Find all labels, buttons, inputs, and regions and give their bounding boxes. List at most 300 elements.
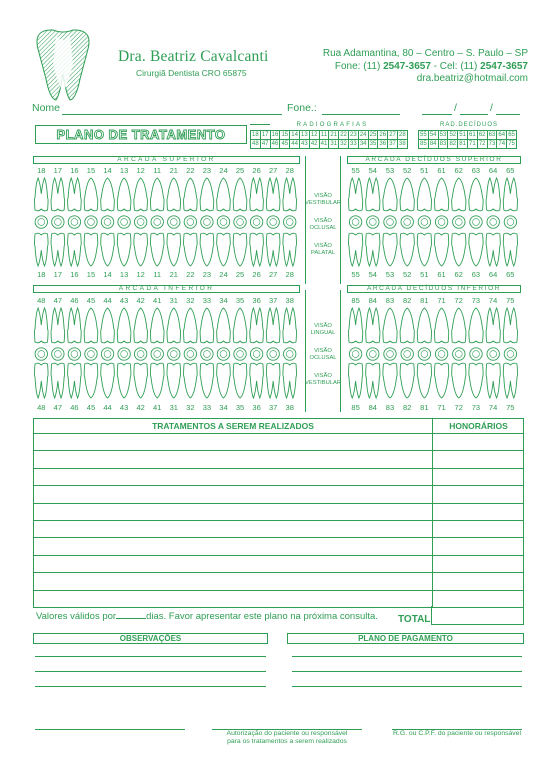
tooth-occlusal[interactable] [250,348,262,360]
tooth-occlusal[interactable] [134,216,146,228]
rad-cell[interactable]: 65 [508,132,515,138]
date-separator: / [454,102,457,114]
tooth-vestibular[interactable] [469,233,483,266]
tooth-occlusal[interactable] [201,216,213,228]
rad-cell[interactable]: 81 [459,141,466,147]
tooth-number: 62 [454,270,463,279]
tooth-vestibular[interactable] [35,363,49,398]
tooth-number: 72 [454,296,463,305]
rad-cell[interactable]: 32 [340,141,347,147]
tooth-vestibular[interactable] [266,308,280,343]
tooth-occlusal[interactable] [418,348,430,360]
write-line[interactable] [292,671,522,672]
rad-cell[interactable]: 31 [330,141,338,147]
total-label: TOTAL [398,614,431,625]
tooth-vestibular[interactable] [435,233,449,266]
rad-cell[interactable]: 35 [369,141,377,147]
tooth-vestibular[interactable] [167,308,181,343]
tooth-vestibular[interactable] [117,363,131,398]
tooth-number: 24 [219,166,228,175]
tooth-occlusal[interactable] [250,216,262,228]
treatment-row-line[interactable] [34,503,523,504]
tooth-number: 71 [437,403,446,412]
tooth-number: 73 [471,296,481,305]
tooth-vestibular[interactable] [250,363,264,398]
rad-cell[interactable]: 42 [310,141,318,147]
tooth-number: 16 [70,166,79,175]
name-label: Nome [32,102,61,114]
tooth-occlusal[interactable] [68,348,80,360]
tooth-vestibular[interactable] [134,178,148,211]
tooth-occlusal[interactable] [85,216,97,228]
tooth-vestibular[interactable] [150,363,164,398]
tooth-vestibular[interactable] [503,233,517,266]
tooth-vestibular[interactable] [184,308,198,343]
tooth-vestibular[interactable] [266,178,280,211]
tooth-vestibular[interactable] [35,308,49,343]
observacoes-header: OBSERVAÇÕES [33,633,268,644]
tooth-occlusal[interactable] [384,348,396,360]
tooth-number: 22 [186,270,195,279]
rad-cell[interactable]: 51 [459,132,466,138]
rad-cell[interactable]: 74 [498,141,506,147]
tooth-number: 53 [385,270,395,279]
tooth-vestibular[interactable] [233,178,247,211]
plano-pagamento-header: PLANO DE PAGAMENTO [287,633,524,644]
tooth-number: 61 [437,166,446,175]
tooth-occlusal[interactable] [118,216,130,228]
tooth-occlusal[interactable] [52,216,64,228]
rad-cell[interactable]: 72 [478,141,486,147]
tooth-vestibular[interactable] [150,178,164,211]
tooth-number: 64 [488,166,498,175]
tooth-occlusal[interactable] [101,216,113,228]
tooth-vestibular[interactable] [150,308,164,343]
rad-cell[interactable]: 12 [310,132,318,138]
tooth-vestibular[interactable] [233,363,247,398]
rad-cell[interactable]: 45 [281,141,289,147]
tooth-vestibular[interactable] [217,308,231,343]
tooth-occlusal[interactable] [217,348,229,360]
rad-cell[interactable]: 44 [291,141,298,147]
tooth-number: 75 [506,296,515,305]
tooth-vestibular[interactable] [283,363,297,398]
tooth-occlusal[interactable] [504,216,516,228]
rad-cell[interactable]: 46 [271,141,279,147]
tooth-vestibular[interactable] [349,363,363,398]
rad-cell[interactable]: 52 [449,132,457,138]
rad-cell[interactable]: 41 [320,141,328,147]
tooth-vestibular[interactable] [101,308,115,343]
tooth-vestibular[interactable] [417,178,431,211]
rad-cell[interactable]: 18 [252,132,259,138]
treatment-row-line[interactable] [34,468,523,469]
tooth-vestibular[interactable] [452,308,466,343]
tooth-vestibular[interactable] [84,233,98,266]
rad-cell[interactable]: 16 [271,132,279,138]
tooth-occlusal[interactable] [168,348,180,360]
rad-cell[interactable]: 43 [301,141,308,147]
tooth-number: 11 [153,270,162,279]
tooth-vestibular[interactable] [217,178,231,211]
rad-cell[interactable]: 62 [478,132,486,138]
tooth-occlusal[interactable] [234,216,246,228]
tooth-occlusal[interactable] [401,348,413,360]
tooth-occlusal[interactable] [470,216,482,228]
tooth-occlusal[interactable] [35,348,47,360]
tooth-vestibular[interactable] [35,178,49,211]
rad-cell[interactable]: 48 [252,141,259,147]
validity-note: Valores válidos por dias. Favor apresentar este plano na próxima consulta. [36,611,378,622]
write-line[interactable] [35,686,266,687]
visao-vestibular-label: VISÃO VESTIBULAR [305,373,342,386]
tooth-vestibular[interactable] [417,363,431,398]
treatment-row-line[interactable] [34,520,523,521]
tooth-occlusal[interactable] [85,348,97,360]
tooth-number: 81 [420,403,429,412]
rad-cell[interactable]: 34 [359,141,367,147]
tooth-number: 84 [368,403,377,412]
tooth-occlusal[interactable] [401,216,413,228]
tooth-vestibular[interactable] [233,308,247,343]
tooth-vestibular[interactable] [200,178,214,211]
rad-cell[interactable]: 14 [291,132,298,138]
tooth-vestibular[interactable] [383,233,397,266]
tooth-vestibular[interactable] [51,233,65,266]
tooth-occlusal[interactable] [470,348,482,360]
tooth-vestibular[interactable] [366,233,380,266]
tooth-vestibular[interactable] [503,363,517,398]
tooth-vestibular[interactable] [486,308,500,343]
tooth-number: 62 [454,166,463,175]
tooth-occlusal[interactable] [284,348,296,360]
tooth-vestibular[interactable] [35,233,49,266]
tooth-occlusal[interactable] [487,348,499,360]
rad-cell[interactable]: 64 [498,132,506,138]
tooth-vestibular[interactable] [435,308,449,343]
tooth-number: 65 [506,270,515,279]
tooth-vestibular[interactable] [400,233,414,266]
tooth-vestibular[interactable] [486,178,500,211]
tooth-occlusal[interactable] [234,348,246,360]
tooth-vestibular[interactable] [366,178,380,211]
tooth-occlusal[interactable] [267,348,279,360]
tooth-occlusal[interactable] [367,216,379,228]
tooth-vestibular[interactable] [349,233,363,266]
treatment-row-line[interactable] [34,572,523,573]
tooth-number: 51 [420,270,429,279]
treatment-row-line[interactable] [34,537,523,538]
tooth-vestibular[interactable] [68,308,82,343]
tooth-vestibular[interactable] [184,363,198,398]
tooth-occlusal[interactable] [349,216,361,228]
tooth-number: 13 [119,270,129,279]
rad-cell[interactable]: 47 [261,141,269,147]
tooth-number: 81 [420,296,429,305]
tooth-vestibular[interactable] [400,363,414,398]
tooth-number: 31 [169,296,178,305]
tooth-number: 85 [351,403,360,412]
rad-cell[interactable]: 83 [439,141,447,147]
tooth-number: 17 [53,166,63,175]
tooth-number: 24 [219,270,228,279]
tooth-number: 54 [368,270,377,279]
date-signature-line[interactable] [35,729,185,730]
tooth-vestibular[interactable] [217,233,231,266]
write-line[interactable] [35,671,266,672]
tooth-vestibular[interactable] [68,233,82,266]
rad-cell[interactable]: 17 [261,132,269,138]
tooth-number: 45 [86,296,96,305]
tooth-occlusal[interactable] [52,348,64,360]
tooth-occlusal[interactable] [435,348,447,360]
tooth-vestibular[interactable] [349,178,363,211]
rad-cell[interactable]: 27 [389,132,396,138]
rad-cell[interactable]: 22 [340,132,347,138]
tooth-number: 26 [252,270,261,279]
tooth-occlusal[interactable] [151,348,163,360]
tooth-vestibular[interactable] [452,233,466,266]
tooth-occlusal[interactable] [367,348,379,360]
treatment-row-line[interactable] [34,450,523,451]
tooth-number: 63 [471,166,481,175]
tooth-occlusal[interactable] [134,348,146,360]
tooth-vestibular[interactable] [400,308,414,343]
tooth-number: 52 [402,166,412,175]
rad-cell[interactable]: 13 [301,132,308,138]
rad-cell[interactable]: 37 [389,141,396,147]
treatment-row-line[interactable] [34,555,523,556]
tooth-number: 37 [268,296,278,305]
rad-cell[interactable]: 21 [330,132,338,138]
tooth-occlusal[interactable] [435,216,447,228]
tooth-vestibular[interactable] [486,363,500,398]
tooth-vestibular[interactable] [68,178,82,211]
tooth-vestibular[interactable] [84,308,98,343]
tooth-vestibular[interactable] [250,233,264,266]
tooth-occlusal[interactable] [384,216,396,228]
date-separator: / [490,102,493,114]
tooth-number: 74 [488,403,498,412]
tooth-number: 13 [119,166,129,175]
treatments-table [33,418,524,608]
tooth-vestibular[interactable] [134,233,148,266]
tooth-number: 73 [471,403,481,412]
tooth-occlusal[interactable] [487,216,499,228]
tooth-number: 32 [186,296,195,305]
treatments-header: TRATAMENTOS A SEREM REALIZADOS [34,419,432,434]
tooth-number: 63 [471,270,481,279]
tooth-vestibular[interactable] [266,363,280,398]
tooth-number: 41 [153,296,162,305]
tooth-vestibular[interactable] [167,363,181,398]
tooth-occlusal[interactable] [267,216,279,228]
tooth-number: 33 [202,296,212,305]
rad-cell[interactable]: 53 [439,132,447,138]
rad-deciduos-label: RAD.DECÍDUOS [439,122,498,128]
tooth-number: 75 [506,403,515,412]
tooth-number: 15 [86,270,96,279]
rad-cell[interactable]: 71 [469,141,476,147]
tooth-occlusal[interactable] [118,348,130,360]
tooth-number: 46 [70,296,79,305]
tooth-occlusal[interactable] [201,348,213,360]
email: dra.beatriz@hotmail.com [416,73,528,84]
tooth-occlusal[interactable] [453,216,465,228]
rad-cell[interactable]: 85 [420,141,427,147]
rad-cell[interactable]: 82 [449,141,457,147]
tooth-vestibular[interactable] [400,178,414,211]
treatment-row-line[interactable] [34,485,523,486]
rg-cpf-caption: R.G. ou C.P.F. do paciente ou responsável [393,730,521,737]
rad-cell[interactable]: 26 [379,132,387,138]
rad-cell[interactable]: 75 [508,141,515,147]
tooth-number: 21 [169,270,178,279]
rad-cell[interactable]: 73 [488,141,496,147]
tooth-number: 45 [86,403,96,412]
tooth-vestibular[interactable] [383,178,397,211]
tooth-vestibular[interactable] [417,308,431,343]
tooth-occlusal[interactable] [184,348,196,360]
tooth-occlusal[interactable] [151,216,163,228]
tooth-vestibular[interactable] [283,178,297,211]
tooth-number: 64 [488,270,498,279]
tooth-number: 37 [268,403,278,412]
rad-cell[interactable]: 38 [399,141,406,147]
tooth-vestibular[interactable] [101,178,115,211]
tooth-occlusal[interactable] [168,216,180,228]
tooth-vestibular[interactable] [469,363,483,398]
radiografias-label: RADIOGRAFIAS [296,122,369,128]
tooth-number: 32 [186,403,195,412]
tooth-vestibular[interactable] [134,308,148,343]
tooth-number: 55 [351,270,360,279]
tooth-vestibular[interactable] [435,363,449,398]
tooth-number: 83 [385,403,395,412]
tooth-occlusal[interactable] [101,348,113,360]
tooth-vestibular[interactable] [84,363,98,398]
tooth-vestibular[interactable] [435,178,449,211]
tooth-vestibular[interactable] [233,233,247,266]
rad-cell[interactable]: 61 [469,132,476,138]
tooth-occlusal[interactable] [504,348,516,360]
tooth-vestibular[interactable] [200,233,214,266]
tooth-vestibular[interactable] [417,233,431,266]
rad-cell[interactable]: 33 [350,141,357,147]
tooth-number: 28 [285,166,294,175]
tooth-vestibular[interactable] [51,178,65,211]
tooth-vestibular[interactable] [266,233,280,266]
tooth-number: 27 [268,270,278,279]
tooth-vestibular[interactable] [366,363,380,398]
tooth-vestibular[interactable] [250,308,264,343]
rad-cell[interactable]: 55 [420,132,427,138]
tooth-vestibular[interactable] [200,308,214,343]
tooth-occlusal[interactable] [453,348,465,360]
rad-cell[interactable]: 63 [488,132,496,138]
tooth-vestibular[interactable] [184,233,198,266]
tooth-vestibular[interactable] [200,363,214,398]
tooth-vestibular[interactable] [383,308,397,343]
deciduos-inferior-bar: ARCADA DECÍDUOS INFERIOR [347,285,521,293]
tooth-vestibular[interactable] [117,233,131,266]
tooth-number: 82 [402,403,412,412]
authorization-caption: Autorização do paciente ou responsável para os tratamentos a serem realizados [226,730,348,745]
tooth-vestibular[interactable] [117,178,131,211]
tooth-occlusal[interactable] [284,216,296,228]
tooth-vestibular[interactable] [51,308,65,343]
tooth-vestibular[interactable] [283,233,297,266]
tooth-occlusal[interactable] [418,216,430,228]
tooth-vestibular[interactable] [68,363,82,398]
tooth-number: 35 [235,403,245,412]
rad-cell[interactable]: 28 [399,132,406,138]
tooth-vestibular[interactable] [101,363,115,398]
tooth-vestibular[interactable] [51,363,65,398]
tooth-occlusal[interactable] [184,216,196,228]
tooth-vestibular[interactable] [283,308,297,343]
tooth-vestibular[interactable] [150,233,164,266]
rad-cell[interactable]: 24 [359,132,367,138]
tooth-vestibular[interactable] [366,308,380,343]
tooth-number: 12 [136,166,145,175]
address: Rua Adamantina, 80 – Centro – S. Paulo – SP [322,48,528,59]
tooth-vestibular[interactable] [250,178,264,211]
tooth-vestibular[interactable] [383,363,397,398]
tooth-number: 47 [53,296,63,305]
tooth-number: 28 [285,270,294,279]
tooth-occlusal[interactable] [35,216,47,228]
rad-cell[interactable]: 84 [429,141,437,147]
tooth-vestibular[interactable] [84,178,98,211]
tooth-vestibular[interactable] [486,233,500,266]
tooth-vestibular[interactable] [503,308,517,343]
tooth-vestibular[interactable] [349,308,363,343]
write-line[interactable] [292,686,522,687]
rad-cell[interactable]: 23 [350,132,357,138]
honorarios-header: HONORÁRIOS [432,419,524,434]
treatment-row-line[interactable] [34,590,523,591]
tooth-vestibular[interactable] [452,178,466,211]
tooth-number: 33 [202,403,212,412]
tooth-vestibular[interactable] [184,178,198,211]
tooth-occlusal[interactable] [349,348,361,360]
rad-cell[interactable]: 25 [369,132,377,138]
tooth-number: 51 [420,166,429,175]
tooth-vestibular[interactable] [167,178,181,211]
rad-cell[interactable]: 36 [379,141,387,147]
tooth-number: 52 [402,270,412,279]
visao-vestibular-label: VISÃO VESTIBULAR [305,193,342,206]
tooth-occlusal[interactable] [217,216,229,228]
tooth-vestibular[interactable] [167,233,181,266]
tooth-vestibular[interactable] [117,308,131,343]
rad-cell[interactable]: 15 [281,132,289,138]
tooth-vestibular[interactable] [452,363,466,398]
total-field[interactable] [431,606,524,625]
write-line[interactable] [35,656,266,657]
write-line[interactable] [292,656,522,657]
tooth-vestibular[interactable] [469,308,483,343]
tooth-vestibular[interactable] [503,178,517,211]
tooth-vestibular[interactable] [217,363,231,398]
rad-cell[interactable]: 54 [429,132,437,138]
tooth-vestibular[interactable] [101,233,115,266]
tooth-vestibular[interactable] [469,178,483,211]
tooth-vestibular[interactable] [134,363,148,398]
tooth-occlusal[interactable] [68,216,80,228]
rad-cell[interactable]: 11 [320,132,328,138]
